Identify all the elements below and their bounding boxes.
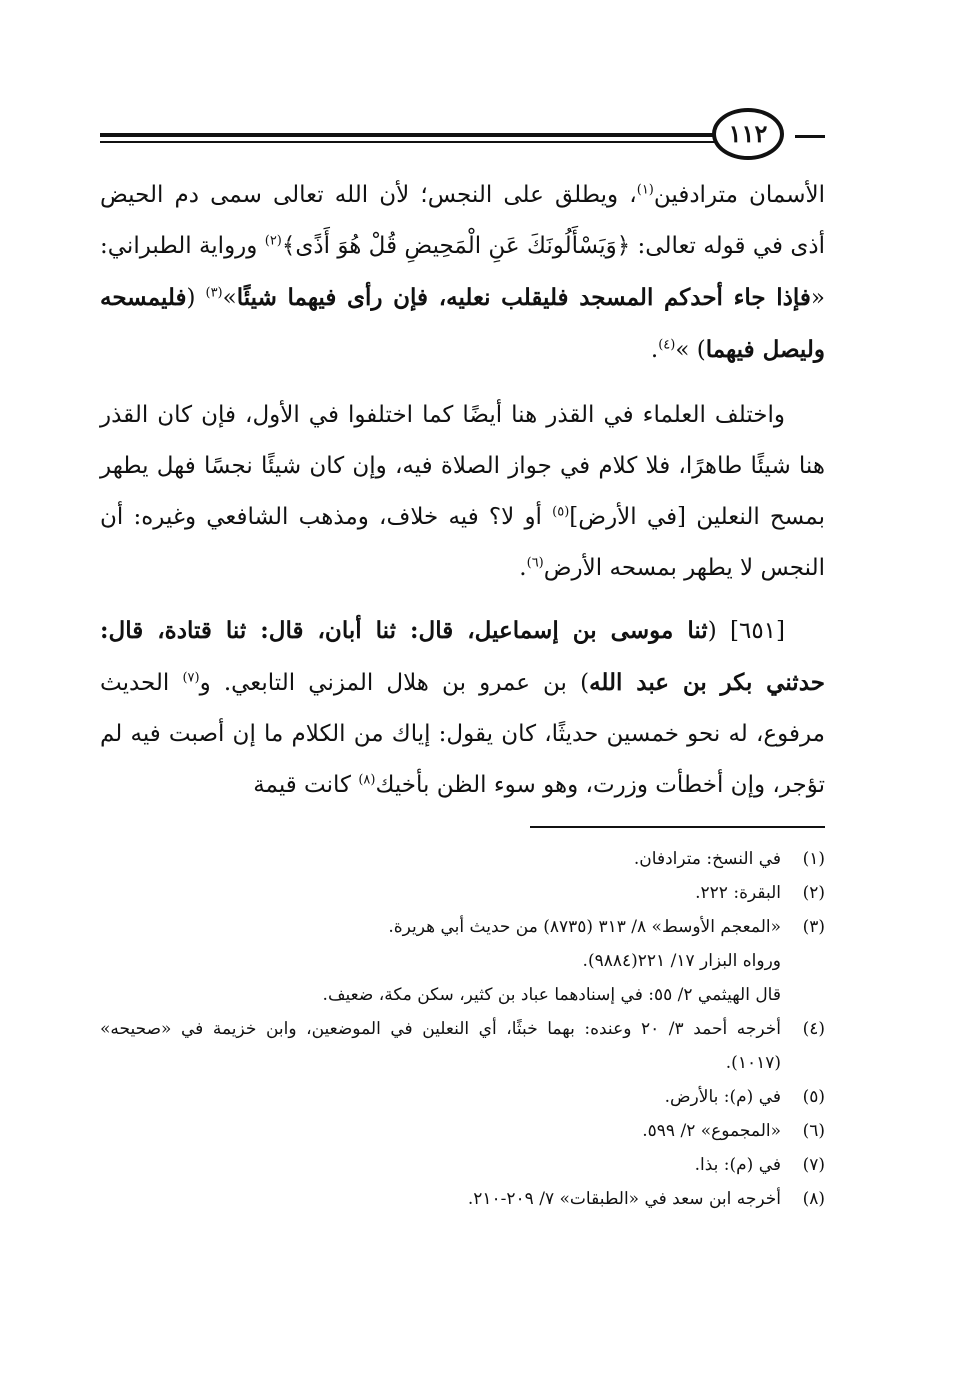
footnote-7: (٧) في (م): بذا. [100,1148,825,1182]
paragraph-3: [٦٥١] (ثنا موسى بن إسماعيل، قال: ثنا أبان، قال: ثنا قتادة، قال: حدثني بكر بن عبد الله) بن عمرو بن هلال المزني التابعي. و$^{(٧)}$ الحديث مرفوع، له نحو خمسين حديثًا، كان يقول: إياك من الكلام ما إن أصبت فيه لم تؤجر، وإن أخطأت وزرت، وهو سوء الظن بأخيك$^{(٨)}$ كانت قيمة [100,617,825,798]
footnote-number: (٧) [802,1155,825,1175]
footnote-6: (٦) «المجموع» ٢/ ٥٩٩. [100,1114,825,1148]
header-rule-thin [100,141,715,143]
page-header [100,108,825,164]
footnote-number: (٢) [802,883,825,903]
footnote-separator [530,826,825,828]
page-number: ١١٢ [712,108,784,160]
header-rule [100,133,715,137]
footnotes [100,842,825,1216]
paragraph-1: الأسمان مترادفين$^{(١)}$، ويطلق على النجس؛ لأن الله تعالى سمى دم الحيض أذى في قوله تعالى: ﴿وَيَسْأَلُونَكَ عَنِ الْمَحِيضِ قُلْ هُوَ أَذًى﴾$^{(٢)}$ ورواية الطبراني: «فإذا جاء أحدكم المسجد فليقلب نعليه، فإن رأى فيهما شيئًا»$^{(٣)}$ (فليمسحه وليصل فيهما) »$^{(٤)}$. [100,182,826,363]
footnote-number: (٨) [802,1189,825,1209]
footnote-5: (٥) في (م): بالأرض. [100,1080,825,1114]
footnote-3: (٣) «المعجم الأوسط» ٨/ ٣١٣ (٨٧٣٥) من حديث أبي هريرة. ورواه البزار ١٧/ ٢٢١(٩٨٨٤). قال الهيثمي ٢/ ٥٥: في إسنادهما عباد بن كثير، سكن مكة، ضعيف. [100,910,825,1012]
footnote-2: (٢) البقرة: ٢٢٢. [100,876,825,910]
footnote-number: (١) [802,849,825,869]
footnote-4: (٤) أخرجه أحمد ٣/ ٢٠ وعنده: بهما خبثًا، أي النعلين في الموضعين، وابن خزيمة في «صحيحه» (١٠١٧). [100,1012,825,1080]
footnote-8: (٨) أخرجه ابن سعد في «الطبقات» ٧/ ٢٠٩-٢١٠. [100,1182,825,1216]
paragraph-2: واختلف العلماء في القذر هنا أيضًا كما اختلفوا في الأول، فإن كان القذر هنا شيئًا طاهرًا، فلا كلام في جواز الصلاة فيه، وإن كان شيئًا نجسًا فهل يطهر بمسح النعلين [في الأرض]$^{(٥)}$ أو لا؟ فيه خلاف، ومذهب الشافعي وغيره: أن النجس لا يطهر بمسحه الأرض$^{(٦)}$. [100,402,825,581]
footnote-1: (١) في النسخ: مترادفان. [100,842,825,876]
footnote-number: (٤) [802,1019,825,1039]
header-rule-tail [795,135,825,138]
footnote-number: (٦) [802,1121,825,1141]
footnote-number: (٣) [802,917,825,937]
footnote-number: (٥) [802,1087,825,1107]
